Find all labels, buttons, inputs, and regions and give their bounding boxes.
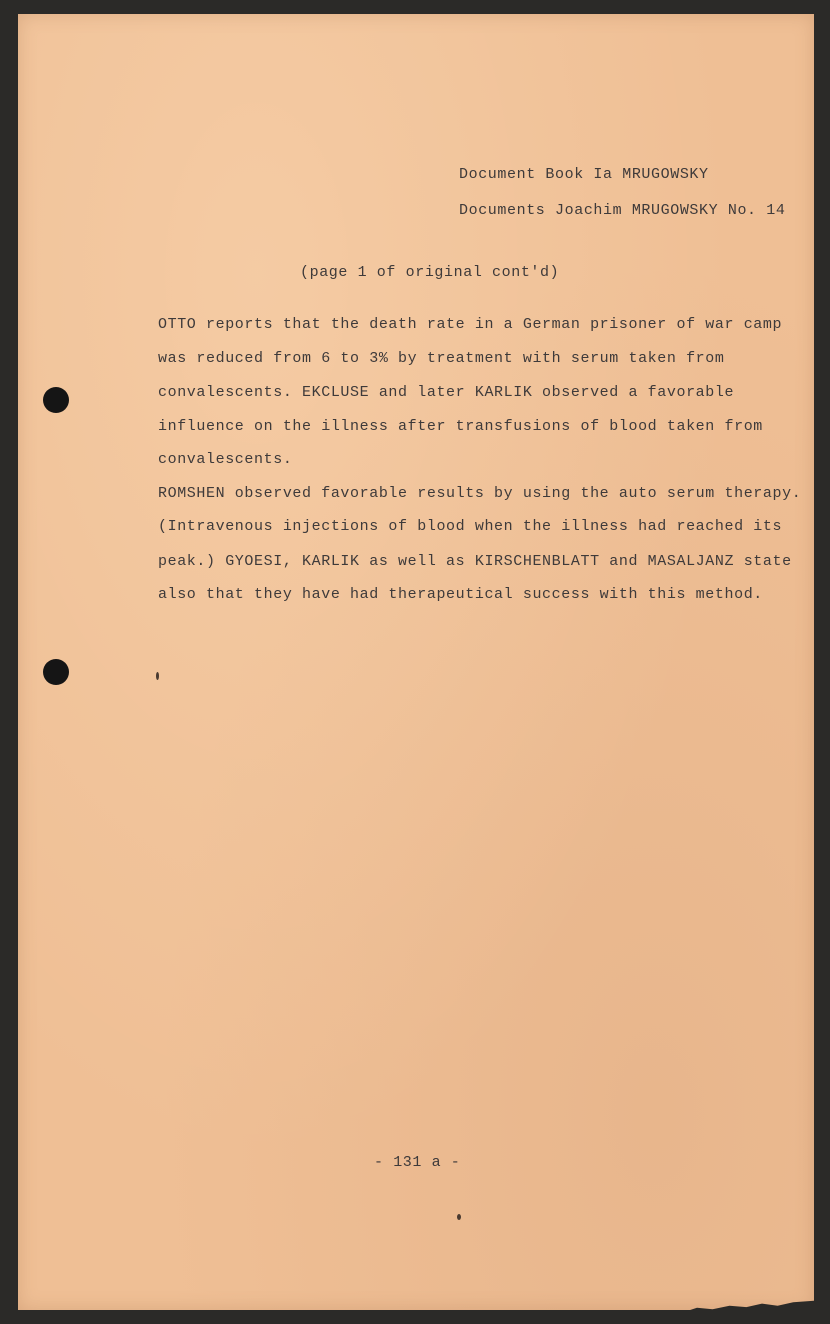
body-line: peak.) GYOESI, KARLIK as well as KIRSCHENBLATT and MASALJANZ state <box>158 553 792 570</box>
document-book-label: Document Book Ia MRUGOWSKY <box>459 166 709 183</box>
documents-number-label: Documents Joachim MRUGOWSKY No. 14 <box>459 202 786 219</box>
paper-speck <box>457 1214 461 1220</box>
body-line: convalescents. EKCLUSE and later KARLIK observed a favorable <box>158 384 735 401</box>
body-line: convalescents. <box>158 451 293 468</box>
body-line: ROMSHEN observed favorable results by using the auto serum therapy. <box>158 485 802 502</box>
body-line: OTTO reports that the death rate in a German prisoner of war camp <box>158 316 783 333</box>
page-number: - 131 a - <box>374 1154 461 1171</box>
body-line: was reduced from 6 to 3% by treatment with serum taken from <box>158 350 725 367</box>
punch-hole-top <box>43 387 69 413</box>
continuation-note: (page 1 of original cont'd) <box>300 264 560 281</box>
body-line: influence on the illness after transfusions of blood taken from <box>158 418 763 435</box>
torn-edge <box>684 1298 814 1312</box>
punch-hole-bottom <box>43 659 69 685</box>
body-line: (Intravenous injections of blood when the illness had reached its <box>158 518 783 535</box>
paper-speck <box>156 672 159 680</box>
body-line: also that they have had therapeutical success with this method. <box>158 586 763 603</box>
